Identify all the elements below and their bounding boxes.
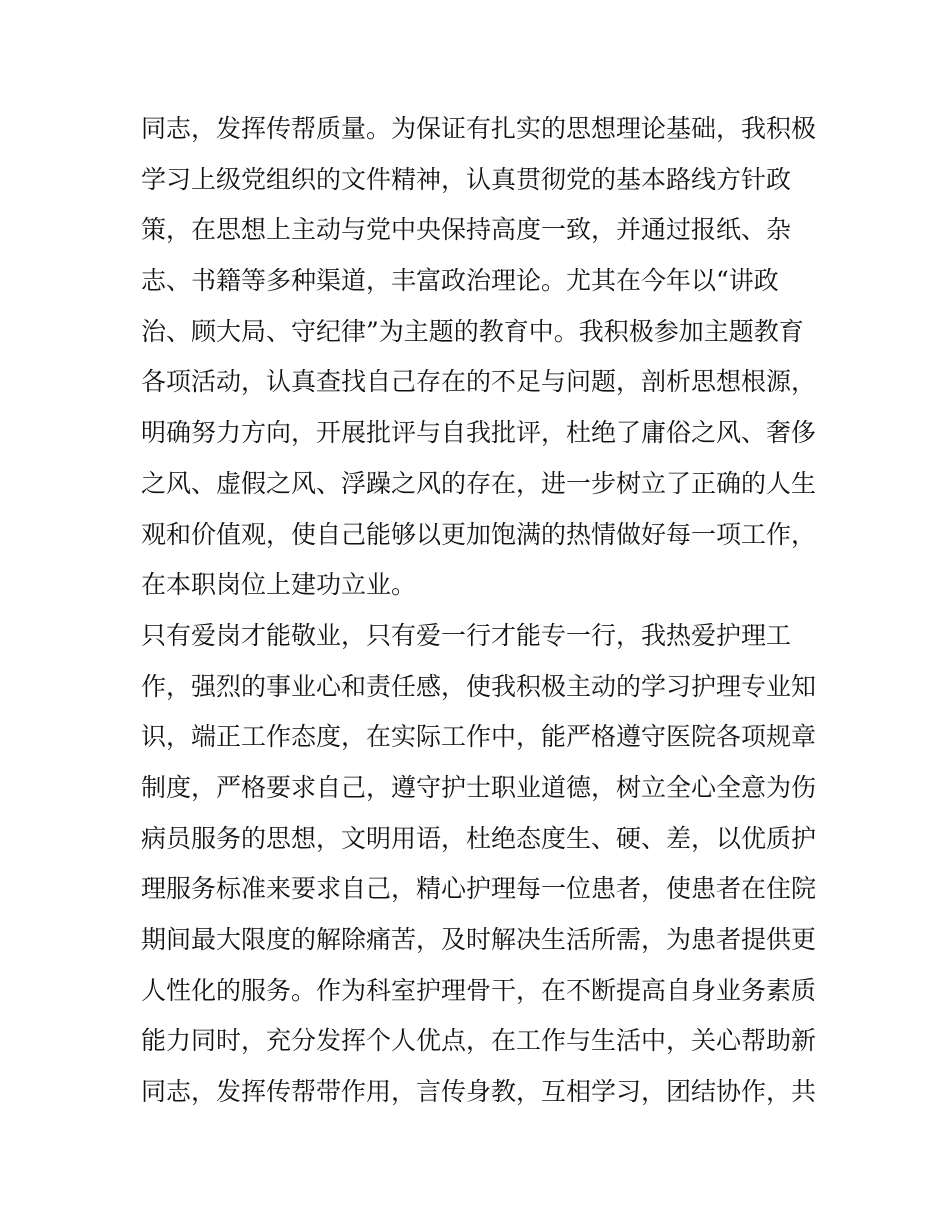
- text-line: 在本职岗位上建功立业。: [141, 570, 417, 600]
- text-line: 学习上级党组织的文件精神，认真贯彻党的基本路线方针政: [141, 164, 792, 194]
- text-line: 识，端正工作态度，在实际工作中，能严格遵守医院各项规章: [141, 722, 817, 752]
- text-line: 制度，严格要求自己，遵守护士职业道德，树立全心全意为伤: [141, 772, 817, 802]
- text-line: 同志，发挥传帮带作用，言传身教，互相学习，团结协作，共: [141, 1077, 817, 1107]
- text-line: 作，强烈的事业心和责任感，使我积极主动的学习护理专业知: [141, 671, 817, 701]
- text-line: 只有爱岗才能敬业，只有爱一行才能专一行，我热爱护理工: [141, 620, 792, 650]
- text-line: 同志，发挥传帮质量。为保证有扎实的思想理论基础，我积极: [141, 114, 817, 143]
- text-line: 明确努力方向，开展批评与自我批评，杜绝了庸俗之风、奢侈: [141, 418, 817, 448]
- text-line: 理服务标准来要求自己，精心护理每一位患者，使患者在住院: [141, 874, 817, 904]
- text-line: 观和价值观，使自己能够以更加饱满的热情做好每一项工作，: [141, 519, 817, 549]
- text-line: 之风、虚假之风、浮躁之风的存在，进一步树立了正确的人生: [141, 468, 817, 498]
- text-line: 策，在思想上主动与党中央保持高度一致，并通过报纸、杂: [141, 215, 792, 245]
- body-text: [141, 104, 821, 1118]
- text-line: 治、顾大局、守纪律”为主题的教育中。我积极参加主题教育: [141, 316, 804, 346]
- text-line: 能力同时，充分发挥个人优点，在工作与生活中，关心帮助新: [141, 1026, 817, 1056]
- text-line: 期间最大限度的解除痛苦，及时解决生活所需，为患者提供更: [141, 925, 817, 954]
- text-line: 志、书籍等多种渠道，丰富政治理论。尤其在今年以“讲政: [141, 266, 779, 296]
- text-line: 各项活动，认真查找自己存在的不足与问题，剖析思想根源，: [141, 367, 817, 397]
- text-line: 人性化的服务。作为科室护理骨干，在不断提高自身业务素质: [141, 975, 817, 1005]
- text-line: 病员服务的思想，文明用语，杜绝态度生、硬、差，以优质护: [141, 823, 817, 853]
